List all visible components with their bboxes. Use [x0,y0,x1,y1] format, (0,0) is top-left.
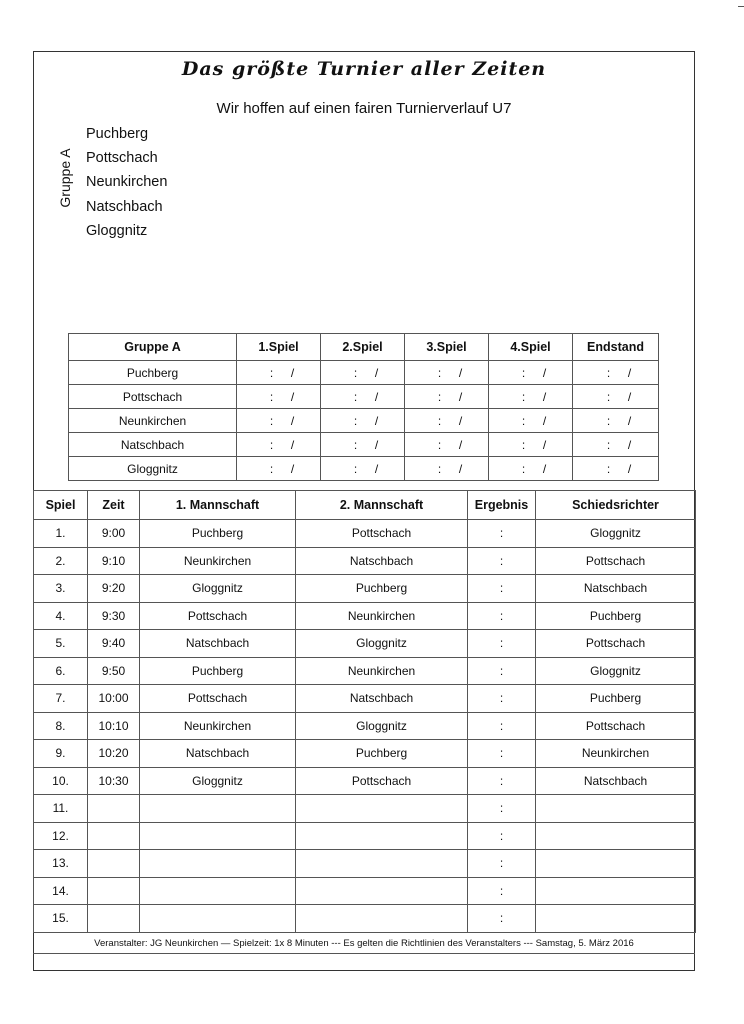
page-subtitle: Wir hoffen auf einen fairen Turnierverlauf U7 [216,100,512,117]
team-one: Neunkirchen [140,712,296,740]
team-one: Puchberg [140,657,296,685]
team-one [140,822,296,850]
match-time: 9:40 [88,630,140,658]
score-colon: : [269,365,274,380]
group-row-team: Gloggnitz [69,457,237,481]
team-one: Natschbach [140,630,296,658]
score-cell[interactable] [237,361,321,385]
result-cell[interactable]: : [468,685,536,713]
score-cell[interactable] [405,433,489,457]
match-time: 9:50 [88,657,140,685]
score-slash: / [458,365,463,380]
group-table-header: 2.Spiel [321,334,405,361]
score-slash: / [627,413,632,428]
score-colon: : [353,413,358,428]
score-slash: / [542,437,547,452]
team-two [296,905,468,933]
match-number: 13. [34,850,88,878]
result-cell[interactable]: : [468,630,536,658]
team-list-item: Natschbach [86,198,163,215]
team-two: Natschbach [296,685,468,713]
schedule-row [34,740,696,768]
schedule-row [34,520,696,548]
schedule-header: 1. Mannschaft [140,491,296,520]
score-slash: / [458,461,463,476]
team-two: Neunkirchen [296,657,468,685]
team-two: Gloggnitz [296,712,468,740]
group-table-header: 1.Spiel [237,334,321,361]
team-two: Natschbach [296,547,468,575]
referee: Puchberg [536,685,696,713]
team-one: Puchberg [140,520,296,548]
result-cell[interactable]: : [468,712,536,740]
schedule-header-row [34,491,696,520]
match-number: 1. [34,520,88,548]
team-one: Natschbach [140,740,296,768]
result-cell[interactable]: : [468,575,536,603]
group-table-row [69,433,659,457]
score-colon: : [269,461,274,476]
schedule-header: Spiel [34,491,88,520]
group-table-row [69,457,659,481]
score-slash: / [458,413,463,428]
score-slash: / [374,413,379,428]
referee: Neunkirchen [536,740,696,768]
group-table-header: Endstand [573,334,659,361]
team-one: Gloggnitz [140,767,296,795]
score-slash: / [374,365,379,380]
score-slash: / [374,461,379,476]
match-time [88,822,140,850]
score-colon: : [353,437,358,452]
result-cell[interactable]: : [468,795,536,823]
score-colon: : [606,365,611,380]
team-list-item: Gloggnitz [86,222,148,239]
result-cell[interactable]: : [468,767,536,795]
group-row-team: Natschbach [69,433,237,457]
score-slash: / [542,365,547,380]
result-cell[interactable]: : [468,547,536,575]
referee [536,795,696,823]
schedule-row [34,685,696,713]
score-colon: : [606,437,611,452]
score-colon: : [437,413,442,428]
match-time [88,850,140,878]
team-two [296,850,468,878]
score-colon: : [521,437,526,452]
result-cell[interactable]: : [468,850,536,878]
match-time: 9:10 [88,547,140,575]
result-cell[interactable]: : [468,822,536,850]
schedule-row [34,850,696,878]
referee: Gloggnitz [536,657,696,685]
score-cell[interactable] [489,457,573,481]
schedule-header: Zeit [88,491,140,520]
match-number: 2. [34,547,88,575]
group-row-team: Puchberg [69,361,237,385]
schedule-row [34,547,696,575]
team-two [296,822,468,850]
score-cell[interactable] [237,457,321,481]
team-one: Gloggnitz [140,575,296,603]
match-time [88,795,140,823]
score-slash: / [290,365,295,380]
match-number: 11. [34,795,88,823]
team-two: Pottschach [296,767,468,795]
team-one [140,905,296,933]
match-time: 10:00 [88,685,140,713]
team-one: Neunkirchen [140,547,296,575]
score-slash: / [627,389,632,404]
score-colon: : [521,413,526,428]
score-slash: / [542,413,547,428]
group-row-team: Neunkirchen [69,409,237,433]
score-slash: / [627,437,632,452]
score-colon: : [269,389,274,404]
score-slash: / [627,365,632,380]
group-label: Gruppe A [57,148,73,208]
score-cell[interactable] [321,361,405,385]
team-two: Gloggnitz [296,630,468,658]
referee: Pottschach [536,630,696,658]
match-number: 3. [34,575,88,603]
match-time [88,877,140,905]
match-time: 9:30 [88,602,140,630]
match-number: 15. [34,905,88,933]
group-table-body [69,361,659,481]
schedule-header: Schiedsrichter [536,491,696,520]
score-cell[interactable] [237,433,321,457]
score-cell[interactable] [405,361,489,385]
referee: Natschbach [536,575,696,603]
result-cell[interactable]: : [468,520,536,548]
team-list-item: Pottschach [86,150,158,167]
team-two: Pottschach [296,520,468,548]
team-one: Pottschach [140,685,296,713]
team-two [296,795,468,823]
group-standings-table [68,333,659,481]
score-slash: / [290,389,295,404]
team-two [296,877,468,905]
score-cell[interactable] [489,361,573,385]
team-two: Puchberg [296,740,468,768]
score-slash: / [542,389,547,404]
score-cell[interactable] [573,457,659,481]
team-one [140,877,296,905]
match-time: 10:20 [88,740,140,768]
match-time: 9:20 [88,575,140,603]
schedule-row [34,630,696,658]
score-cell[interactable] [489,433,573,457]
score-slash: / [627,461,632,476]
schedule-row [34,877,696,905]
score-slash: / [290,437,295,452]
score-slash: / [458,389,463,404]
score-colon: : [521,365,526,380]
score-colon: : [437,389,442,404]
match-time: 9:00 [88,520,140,548]
group-table-header: 3.Spiel [405,334,489,361]
score-colon: : [353,461,358,476]
match-number: 5. [34,630,88,658]
scan-edge-mark [738,0,744,7]
page-title: Das größte Turnier aller Zeiten [181,58,547,80]
schedule-table [33,490,696,933]
score-colon: : [606,413,611,428]
match-number: 6. [34,657,88,685]
schedule-row [34,795,696,823]
score-colon: : [353,365,358,380]
referee: Puchberg [536,602,696,630]
result-cell[interactable]: : [468,905,536,933]
score-colon: : [521,389,526,404]
team-one [140,850,296,878]
score-colon: : [606,389,611,404]
score-slash: / [290,461,295,476]
score-cell[interactable] [405,457,489,481]
team-one: Pottschach [140,602,296,630]
group-row-team: Pottschach [69,385,237,409]
team-list-item: Neunkirchen [86,174,168,191]
team-one [140,795,296,823]
footer-note: Veranstalter: JG Neunkirchen — Spielzeit: 1x 8 Minuten --- Es gelten die Richtlinien des Veranstalters --- Samstag, 5. März 2016 [94,938,634,949]
score-colon: : [269,413,274,428]
score-colon: : [521,461,526,476]
referee: Gloggnitz [536,520,696,548]
match-time: 10:10 [88,712,140,740]
match-number: 14. [34,877,88,905]
schedule-row [34,905,696,933]
referee: Natschbach [536,767,696,795]
result-cell[interactable]: : [468,877,536,905]
match-number: 10. [34,767,88,795]
match-number: 12. [34,822,88,850]
match-time: 10:30 [88,767,140,795]
team-list [86,124,167,245]
team-list-item: Puchberg [86,126,149,142]
score-colon: : [437,461,442,476]
schedule-header: Ergebnis [468,491,536,520]
score-colon: : [437,437,442,452]
score-cell[interactable] [573,433,659,457]
score-cell[interactable] [573,409,659,433]
schedule-row [34,822,696,850]
team-two: Puchberg [296,575,468,603]
score-cell[interactable] [321,385,405,409]
group-table-row [69,385,659,409]
group-table-header-row [69,334,659,361]
score-slash: / [374,437,379,452]
score-cell[interactable] [489,409,573,433]
group-table-row [69,409,659,433]
score-slash: / [374,389,379,404]
score-slash: / [542,461,547,476]
score-cell[interactable] [405,409,489,433]
referee [536,877,696,905]
schedule-row [34,712,696,740]
score-cell[interactable] [321,409,405,433]
match-time [88,905,140,933]
score-cell[interactable] [237,409,321,433]
score-colon: : [437,365,442,380]
schedule-table-body [34,520,696,933]
referee [536,822,696,850]
result-cell[interactable]: : [468,740,536,768]
score-cell[interactable] [321,457,405,481]
result-cell[interactable]: : [468,602,536,630]
score-cell[interactable] [321,433,405,457]
score-cell[interactable] [237,385,321,409]
score-colon: : [269,437,274,452]
referee [536,850,696,878]
group-table-row [69,361,659,385]
footer-divider [33,953,695,954]
group-table-header: Gruppe A [69,334,237,361]
match-number: 7. [34,685,88,713]
score-colon: : [353,389,358,404]
schedule-row [34,657,696,685]
referee: Pottschach [536,712,696,740]
score-cell[interactable] [573,385,659,409]
score-cell[interactable] [489,385,573,409]
match-number: 4. [34,602,88,630]
score-slash: / [290,413,295,428]
match-number: 9. [34,740,88,768]
schedule-row [34,767,696,795]
match-number: 8. [34,712,88,740]
team-two: Neunkirchen [296,602,468,630]
group-table-header: 4.Spiel [489,334,573,361]
score-slash: / [458,437,463,452]
schedule-row [34,602,696,630]
score-cell[interactable] [405,385,489,409]
score-cell[interactable] [573,361,659,385]
schedule-row [34,575,696,603]
referee: Pottschach [536,547,696,575]
schedule-header: 2. Mannschaft [296,491,468,520]
result-cell[interactable]: : [468,657,536,685]
referee [536,905,696,933]
score-colon: : [606,461,611,476]
